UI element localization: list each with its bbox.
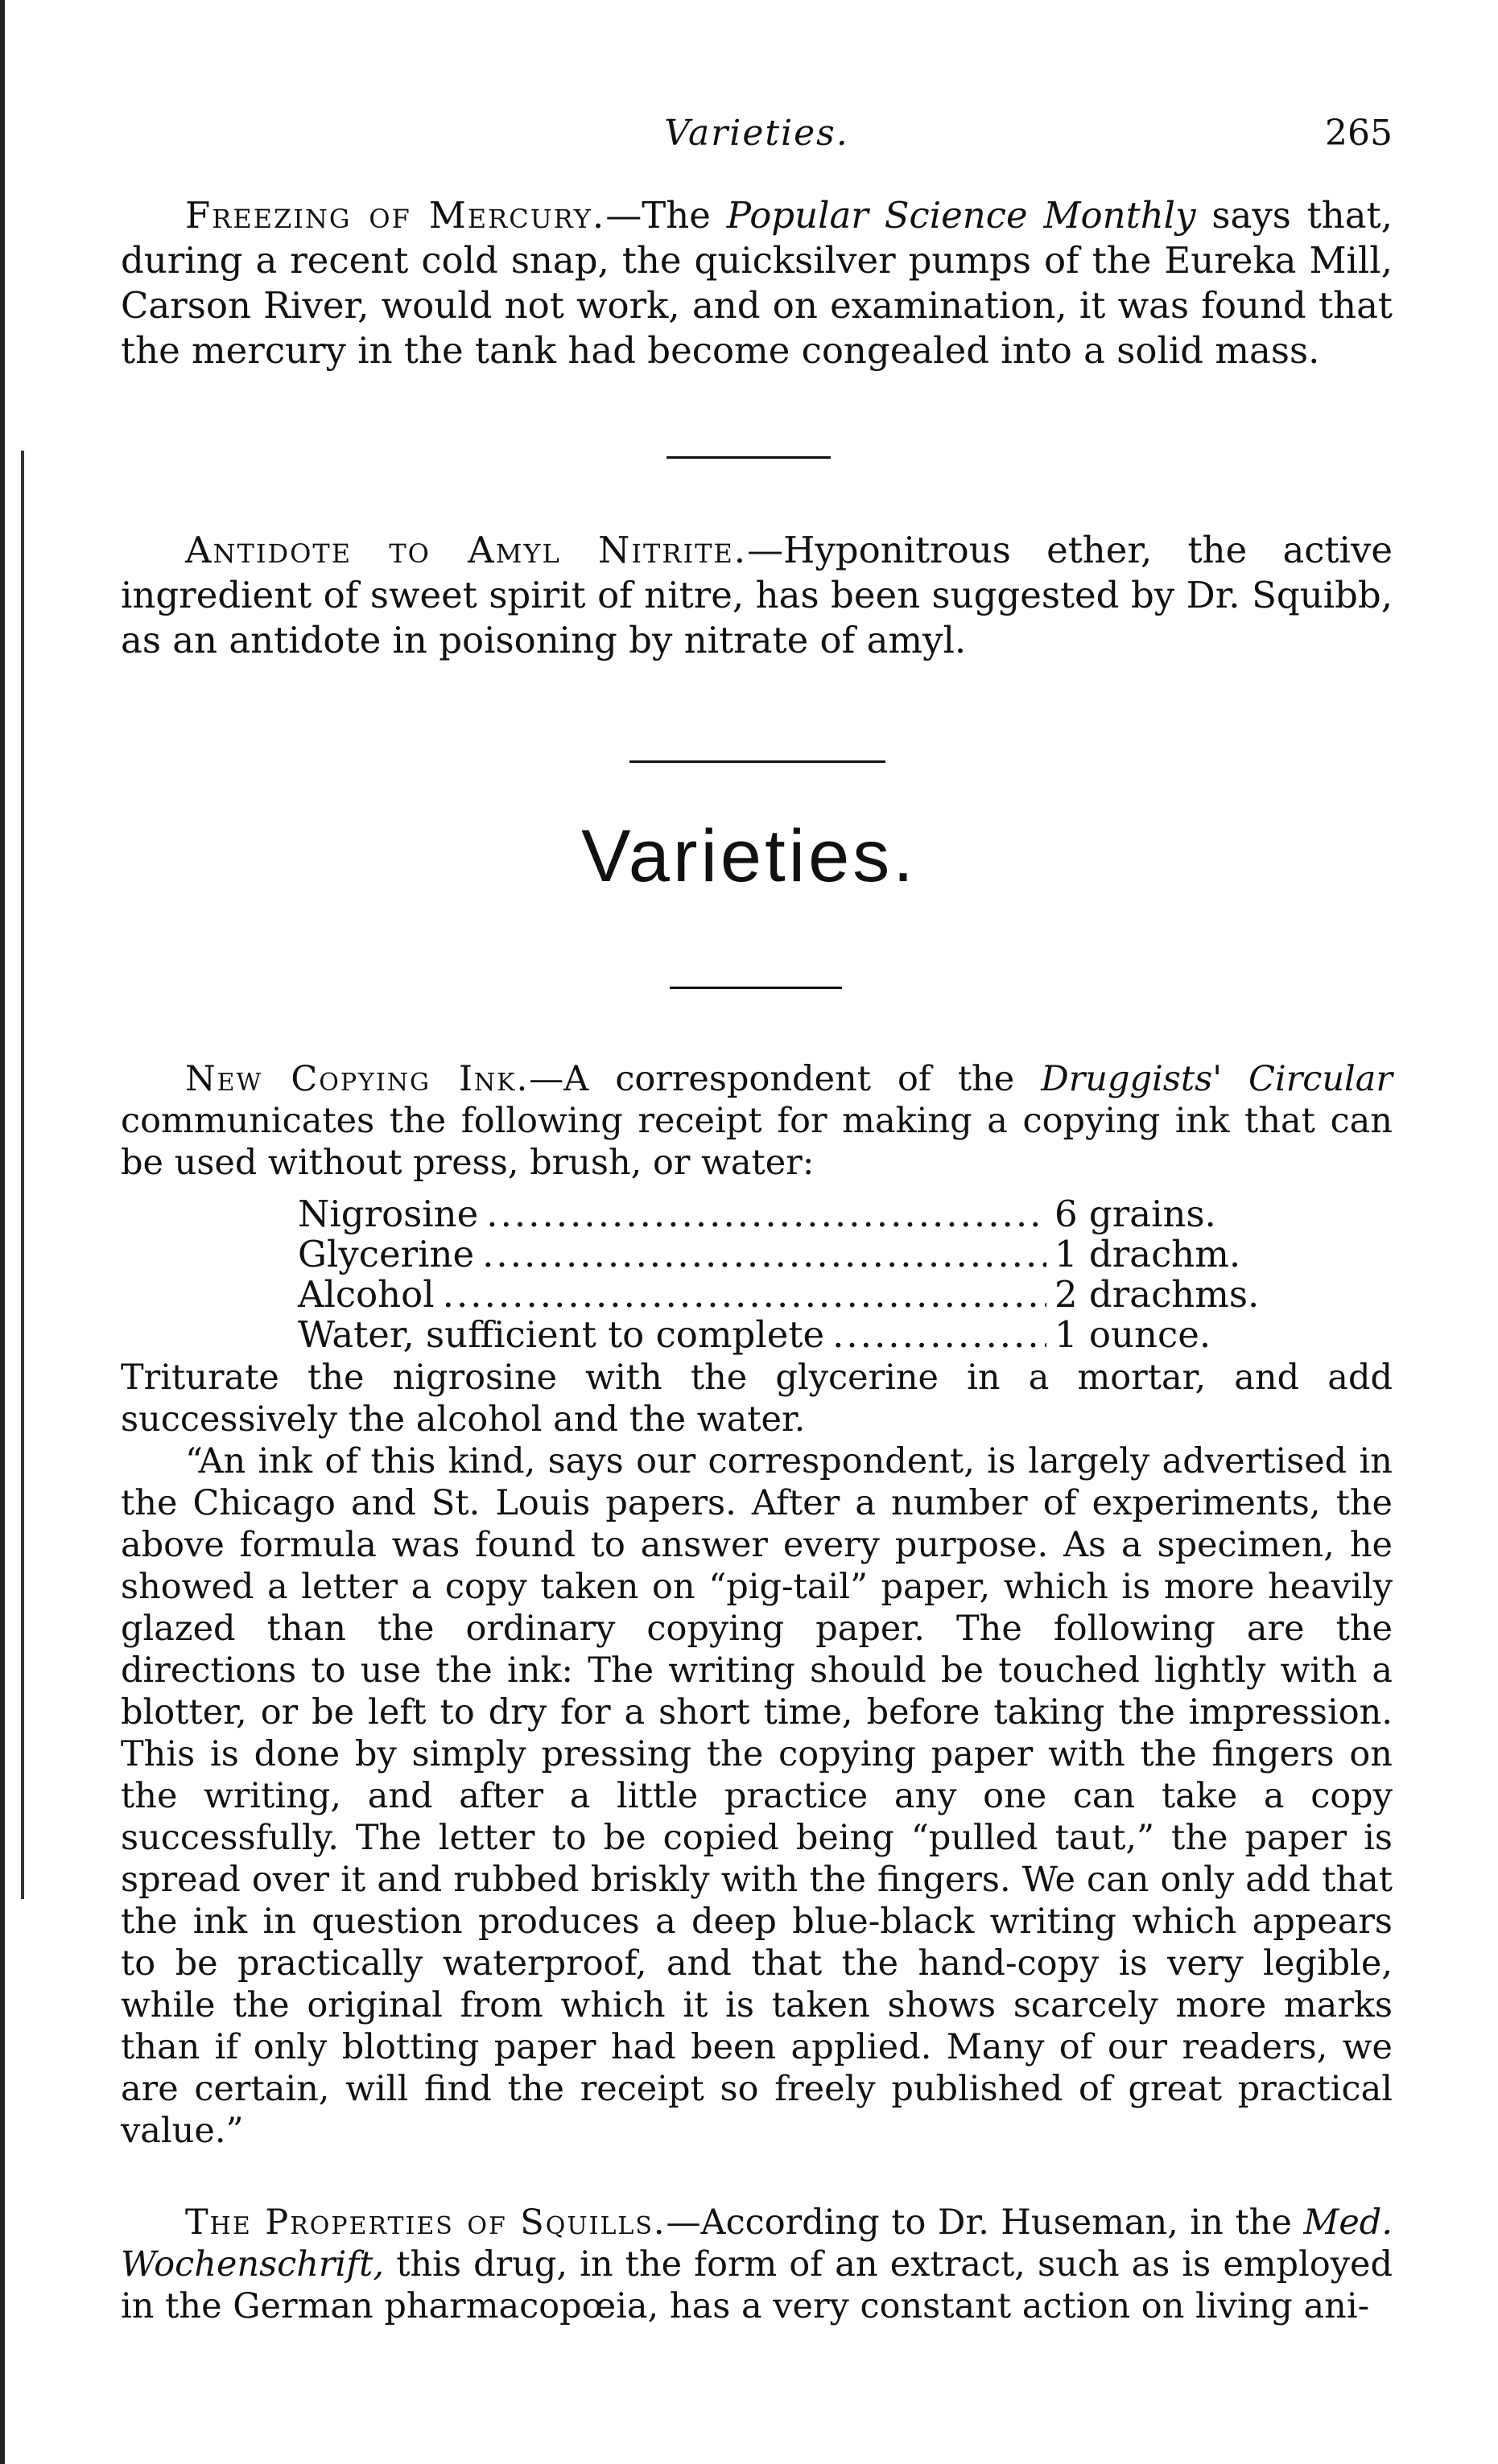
recipe-quantity: 1 ounce. (1054, 1313, 1211, 1356)
article-heading: New Copying Ink. (185, 1059, 530, 1099)
article-paragraph: Antidote to Amyl Nitrite.—Hyponitrous ether, the active ingredient of sweet spirit of nitre, has been suggested by Dr. Squibb, as an antidote in poisoning by nitrate of amyl. (121, 529, 1393, 661)
article-paragraph: “An ink of this kind, says our correspondent, is largely advertised in the Chicago and St. Louis papers. After a number of experiments, the above formula was found to answer every purpose. As a specimen, he showed a letter a copy taken on “pig-tail” paper, which is more heavily glazed than the ordinary copying paper. The following are the directions to use the ink: The writing should be touched lightly with a blotter, or be left to dry for a short time, before taking the impression. This is done by simply pressing the copying paper with the fingers on the writing, and after a little practice any one can take a copy successfully. The letter to be copied being “pulled taut,” the paper is spread over it and rubbed briskly with the fingers. We can only add that the ink in question produces a deep blue-black writing which appears to be practically waterproof, and that the hand-copy is very legible, while the original from which it is taken shows scarcely more marks than if only blotting paper had been applied. Many of our readers, we are certain, will find the receipt so freely published of great practical value.” (121, 1441, 1393, 2151)
article-paragraph: New Copying Ink.—A correspondent of the Druggists' Circular communicates the following receipt for making a copying ink that can be used without press, brush, or water: (121, 1059, 1393, 1183)
divider-rule (670, 987, 842, 989)
recipe-ingredient: Alcohol (298, 1273, 435, 1316)
article-paragraph: Triturate the nigrosine with the glycerine in a mortar, and add successively the alcohol and the water. (121, 1358, 1393, 1440)
page-header (121, 113, 1393, 161)
divider-rule (666, 456, 831, 459)
recipe-row (298, 1275, 1272, 1315)
leader-dots (486, 1194, 1046, 1234)
leader-dots (482, 1234, 1046, 1275)
recipe-quantity: 1 drachm. (1054, 1233, 1241, 1275)
article-antidote-to-amyl-nitrite (121, 528, 1393, 663)
journal-title: Popular Science Monthly (726, 194, 1196, 237)
recipe-row (298, 1234, 1272, 1275)
leader-dots (832, 1315, 1046, 1355)
article-freezing-of-mercury (121, 193, 1393, 373)
page-edge-shadow (0, 0, 11, 2464)
article-paragraph: Freezing of Mercury.—The Popular Science Monthly says that, during a recent cold snap, the quicksilver pumps of the Eureka Mill, Carson River, would not work, and on examination, it was found that the mercury in the tank had become congealed into a solid mass. (121, 194, 1393, 372)
recipe-quantity: 2 drachms. (1054, 1273, 1260, 1316)
running-title: Varieties. (664, 113, 849, 154)
section-title: Varieties. (581, 815, 917, 897)
recipe-ingredient: Nigrosine (298, 1193, 479, 1235)
article-new-copying-ink-body (121, 1357, 1393, 2152)
article-heading: Freezing of Mercury. (185, 194, 606, 237)
recipe-ingredient: Glycerine (298, 1233, 475, 1275)
journal-title: Druggists' Circular (1041, 1059, 1393, 1099)
article-heading: Antidote to Amyl Nitrite. (185, 529, 748, 571)
recipe-row (298, 1315, 1272, 1355)
recipe-row (298, 1194, 1272, 1234)
page-number: 265 (1325, 113, 1393, 154)
journal-title: Med. Wochenschrift, (121, 2202, 1393, 2285)
article-properties-of-squills-text (121, 2202, 1393, 2327)
leader-dots (443, 1275, 1046, 1315)
article-paragraph: The Properties of Squills.—According to Dr. Huseman, in the Med. Wochenschrift, this drug, in the form of an extract, such as is employed in the German pharmacopœia, has a very constant action on living ani- (121, 2202, 1393, 2326)
page-edge-line (21, 451, 24, 1899)
recipe-ingredient: Water, sufficient to complete (298, 1313, 825, 1356)
divider-rule (629, 760, 885, 763)
article-new-copying-ink-intro (121, 1058, 1393, 1184)
article-heading: The Properties of Squills. (185, 2202, 666, 2243)
recipe-table (298, 1194, 1272, 1355)
recipe-quantity: 6 grains. (1054, 1193, 1216, 1235)
